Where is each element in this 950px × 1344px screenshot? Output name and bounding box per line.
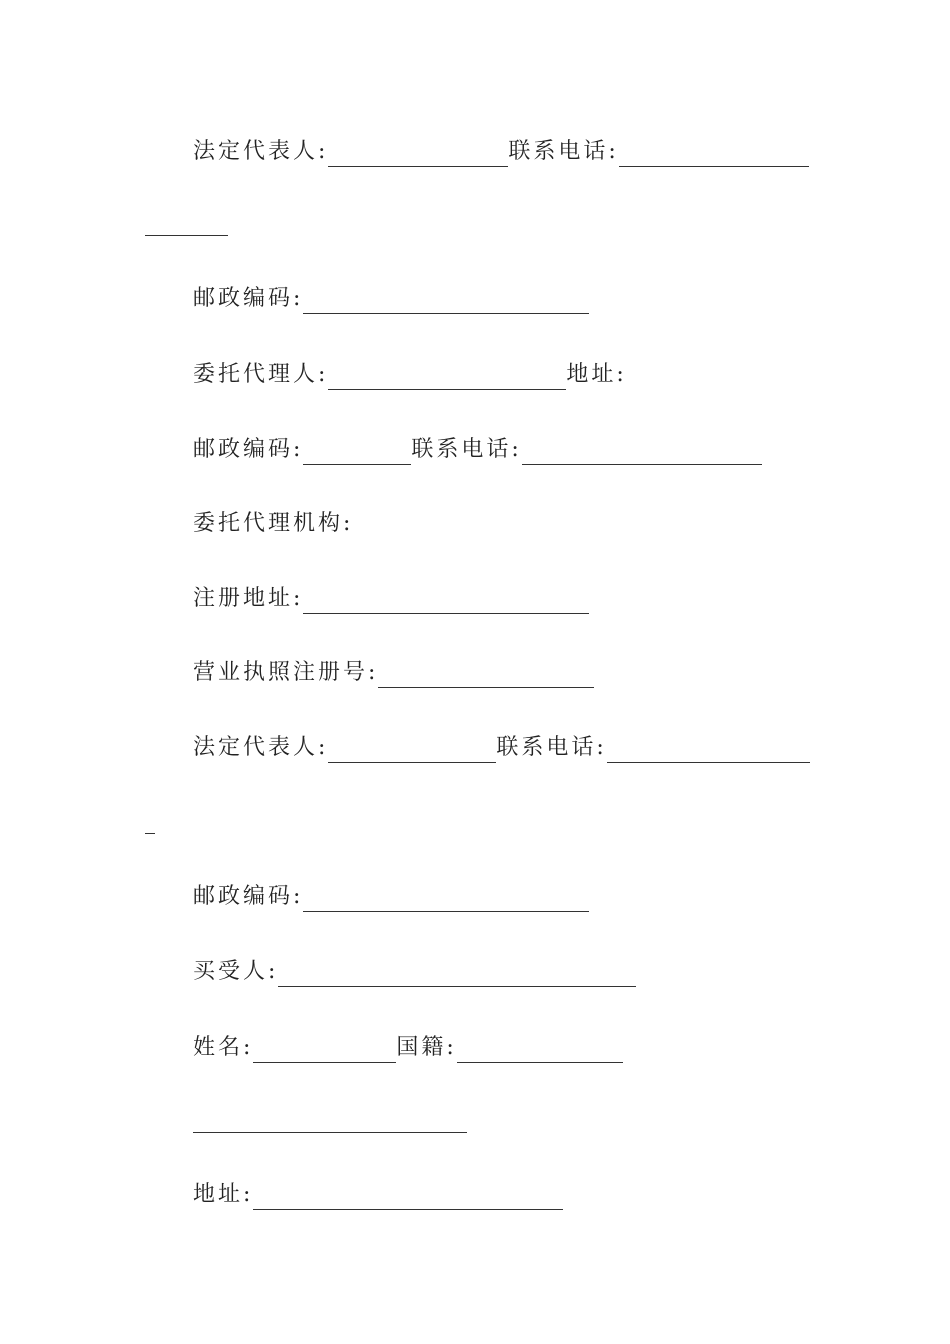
- blank-field[interactable]: [303, 882, 589, 912]
- field-label: 营业执照注册号:: [193, 660, 379, 685]
- form-line-legal-rep: [193, 137, 809, 167]
- field-label: 地址:: [193, 1182, 254, 1207]
- field-label: 联系电话:: [496, 735, 607, 760]
- blank-field[interactable]: [328, 360, 566, 390]
- blank-field[interactable]: [278, 957, 636, 987]
- field-label: 联系电话:: [508, 139, 619, 164]
- form-line-agency: [193, 509, 353, 539]
- form-line-name-nationality: [193, 1033, 623, 1063]
- form-line-postcode: [193, 284, 589, 314]
- blank-field[interactable]: [253, 1180, 563, 1210]
- continuation-rule: [145, 235, 228, 236]
- field-label: 注册地址:: [193, 586, 304, 611]
- form-line-buyer: [193, 957, 636, 987]
- blank-field[interactable]: [328, 137, 508, 167]
- blank-field[interactable]: [253, 1033, 396, 1063]
- field-label: 国籍:: [396, 1035, 457, 1060]
- field-label: 姓名:: [193, 1035, 254, 1060]
- blank-field[interactable]: [378, 658, 594, 688]
- field-label: 邮政编码:: [193, 437, 304, 462]
- blank-field[interactable]: [457, 1033, 623, 1063]
- blank-field[interactable]: [328, 733, 496, 763]
- field-label: 委托代理人:: [193, 362, 329, 387]
- form-line-postcode-phone: [193, 435, 762, 465]
- form-line-reg-address: [193, 584, 589, 614]
- field-label: 法定代表人:: [193, 139, 329, 164]
- blank-field[interactable]: [607, 733, 810, 763]
- form-line-address: [193, 1180, 563, 1210]
- form-line-postcode-2: [193, 882, 589, 912]
- field-label: 委托代理机构:: [193, 511, 354, 536]
- form-line-legal-rep-2: [193, 733, 810, 763]
- continuation-rule: [145, 833, 155, 834]
- field-label: 邮政编码:: [193, 884, 304, 909]
- blank-field[interactable]: [303, 584, 589, 614]
- blank-field[interactable]: [522, 435, 762, 465]
- blank-field[interactable]: [303, 284, 589, 314]
- field-label: 买受人:: [193, 959, 279, 984]
- field-label: 联系电话:: [411, 437, 522, 462]
- continuation-rule: [193, 1132, 467, 1133]
- form-line-license: [193, 658, 594, 688]
- field-label: 法定代表人:: [193, 735, 329, 760]
- form-line-agent: [193, 360, 627, 390]
- field-label: 地址:: [566, 362, 627, 387]
- blank-field[interactable]: [303, 435, 411, 465]
- field-label: 邮政编码:: [193, 286, 304, 311]
- blank-field[interactable]: [619, 137, 809, 167]
